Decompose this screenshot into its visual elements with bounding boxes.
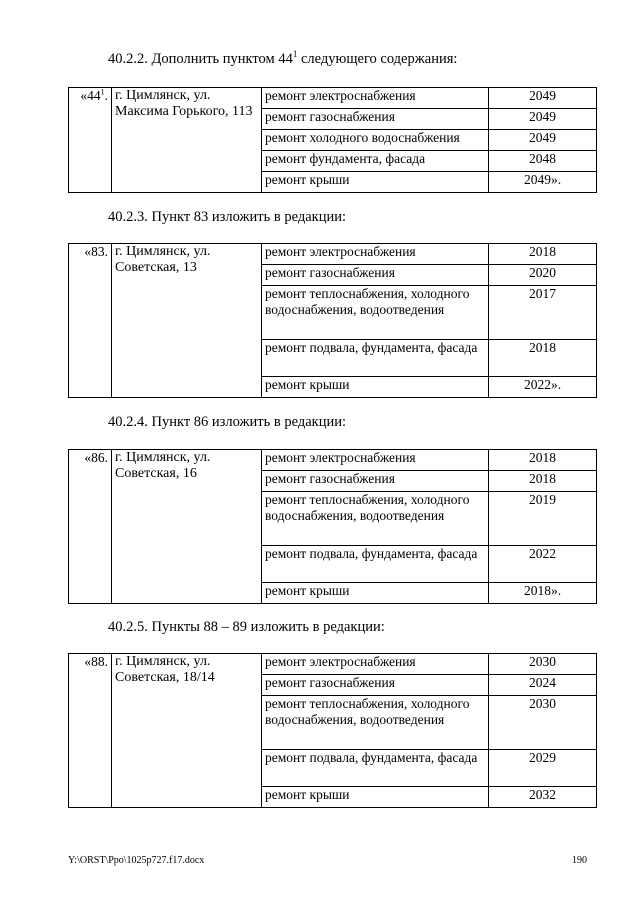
- year-cell: 2048: [489, 151, 597, 172]
- year-cell: 2049: [489, 88, 597, 109]
- year-cell: 2017: [489, 286, 597, 340]
- year-cell: 2030: [489, 654, 597, 675]
- year-cell: 2032: [489, 787, 597, 808]
- year-cell: 2019: [489, 492, 597, 546]
- year-cell: 2022: [489, 546, 597, 583]
- work-cell: ремонт газоснабжения: [262, 471, 489, 492]
- year-cell: 2018».: [489, 583, 597, 604]
- table-row: [69, 88, 597, 109]
- work-cell: ремонт подвала, фундамента, фасада: [262, 750, 489, 787]
- year-cell: 2018: [489, 340, 597, 377]
- address-cell: г. Цимлянск, ул. Максима Горького, 113: [112, 88, 262, 193]
- work-cell: ремонт электроснабжения: [262, 654, 489, 675]
- item-number: «$44^1$.: [69, 88, 112, 193]
- table-row: [69, 450, 597, 471]
- work-cell: ремонт электроснабжения: [262, 244, 489, 265]
- year-cell: 2020: [489, 265, 597, 286]
- address-cell: г. Цимлянск, ул. Советская, 16: [112, 450, 262, 604]
- schedule-table: [68, 243, 597, 398]
- year-cell: 2018: [489, 244, 597, 265]
- year-cell: 2029: [489, 750, 597, 787]
- page-number: 190: [572, 855, 587, 866]
- address-cell: г. Цимлянск, ул. Советская, 18/14: [112, 654, 262, 808]
- schedule-table: [68, 449, 597, 604]
- work-cell: ремонт крыши: [262, 583, 489, 604]
- year-cell: 2049».: [489, 172, 597, 193]
- work-cell: ремонт крыши: [262, 377, 489, 398]
- table-row: [69, 244, 597, 265]
- work-cell: ремонт холодного водоснабжения: [262, 130, 489, 151]
- section-heading: 40.2.5. Пункты 88 – 89 изложить в редакции:: [108, 619, 385, 635]
- section-heading: 40.2.4. Пункт 86 изложить в редакции:: [108, 414, 347, 430]
- address-cell: г. Цимлянск, ул. Советская, 13: [112, 244, 262, 398]
- schedule-table: [68, 87, 597, 193]
- schedule-table: [68, 653, 597, 808]
- year-cell: 2018: [489, 450, 597, 471]
- section-heading: 40.2.3. Пункт 83 изложить в редакции:: [108, 209, 347, 225]
- footer-file-path: Y:\ORST\Ppo\1025p727.f17.docx: [68, 855, 205, 866]
- work-cell: ремонт теплоснабжения, холодного водоснабжения, водоотведения: [262, 286, 489, 340]
- work-cell: ремонт электроснабжения: [262, 88, 489, 109]
- work-cell: ремонт теплоснабжения, холодного водоснабжения, водоотведения: [262, 696, 489, 750]
- table-row: [69, 654, 597, 675]
- year-cell: 2049: [489, 130, 597, 151]
- work-cell: ремонт электроснабжения: [262, 450, 489, 471]
- work-cell: ремонт фундамента, фасада: [262, 151, 489, 172]
- work-cell: ремонт подвала, фундамента, фасада: [262, 340, 489, 377]
- year-cell: 2030: [489, 696, 597, 750]
- section-heading: 40.2.2. Дополнить пунктом $44^1$ следующего содержания:: [108, 49, 458, 67]
- item-number: «86.: [69, 450, 112, 604]
- work-cell: ремонт газоснабжения: [262, 109, 489, 130]
- work-cell: ремонт крыши: [262, 787, 489, 808]
- work-cell: ремонт газоснабжения: [262, 675, 489, 696]
- item-number: «83.: [69, 244, 112, 398]
- item-number: «88.: [69, 654, 112, 808]
- year-cell: 2049: [489, 109, 597, 130]
- work-cell: ремонт теплоснабжения, холодного водоснабжения, водоотведения: [262, 492, 489, 546]
- work-cell: ремонт газоснабжения: [262, 265, 489, 286]
- year-cell: 2018: [489, 471, 597, 492]
- work-cell: ремонт подвала, фундамента, фасада: [262, 546, 489, 583]
- year-cell: 2022».: [489, 377, 597, 398]
- work-cell: ремонт крыши: [262, 172, 489, 193]
- year-cell: 2024: [489, 675, 597, 696]
